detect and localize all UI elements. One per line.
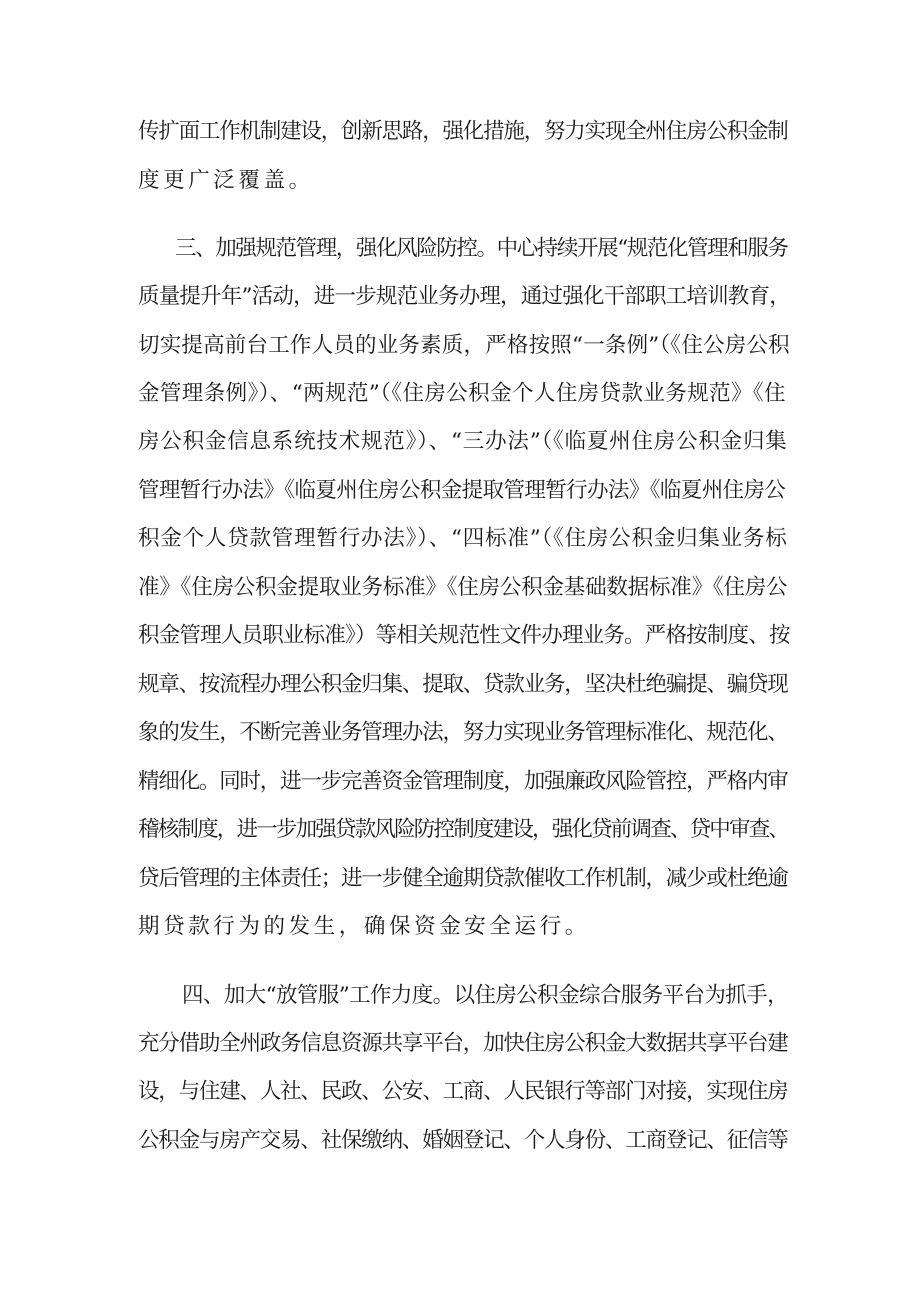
text-line: 充分借助全州政务信息资源共享平台，加快住房公积金大数据共享平台建: [138, 1031, 788, 1056]
text-line: 稽核制度，进一步加强贷款风险防控制度建设，强化贷前调查、贷中审查、: [138, 817, 789, 842]
text-line: 象的发生，不断完善业务管理办法，努力实现业务管理标准化、规范化、: [138, 720, 788, 745]
text-line: 期贷款行为的发生，确保资金安全运行。: [138, 914, 590, 939]
text-line: 度更广泛覆盖。: [138, 168, 314, 193]
text-line: 精细化。同时，进一步完善资金管理制度，加强廉政风险管控，严格内审: [138, 769, 788, 794]
text-line: 贷后管理的主体责任；进一步健全逾期贷款催收工作机制，减少或杜绝逾: [138, 866, 788, 891]
text-line: 房公积金信息系统技术规范》）、“三办法”（《临夏州住房公积金归集: [138, 429, 788, 454]
text-line: 公积金与房产交易、社保缴纳、婚姻登记、个人身份、工商登记、征信等: [138, 1128, 788, 1153]
text-line: 管理暂行办法》《临夏州住房公积金提取管理暂行办法》《临夏州住房公: [138, 478, 786, 503]
text-line: 设，与住建、人社、民政、公安、工商、人民银行等部门对接，实现住房: [138, 1079, 788, 1104]
text-line: 准》《住房公积金提取业务标准》《住房公积金基础数据标准》《住房公: [138, 575, 788, 600]
text-line: 规章、按流程办理公积金归集、提取、贷款业务，坚决杜绝骗提、骗贷现: [138, 672, 788, 697]
text-line: 四、加大“放管服”工作力度。以住房公积金综合服务平台为抓手，: [182, 983, 788, 1008]
text-line: 质量提升年”活动，进一步规范业务办理，通过强化干部职工培训教育，: [138, 284, 790, 309]
text-line: 积金管理人员职业标准》）等相关规范性文件办理业务。严格按制度、按: [138, 623, 790, 648]
text-line: 积金个人贷款管理暂行办法》）、“四标准”（《住房公积金归集业务标: [138, 526, 788, 551]
text-line: 传扩面工作机制建设，创新思路，强化措施，努力实现全州住房公积金制: [138, 119, 788, 144]
text-line: 三、加强规范管理，强化风险防控。中心持续开展“规范化管理和服务: [175, 236, 788, 261]
text-line: 切实提高前台工作人员的业务素质，严格按照“一条例”（《住公房公积: [138, 333, 790, 358]
text-line: 金管理条例》）、“两规范”（《住房公积金个人住房贷款业务规范》《住: [138, 381, 786, 406]
